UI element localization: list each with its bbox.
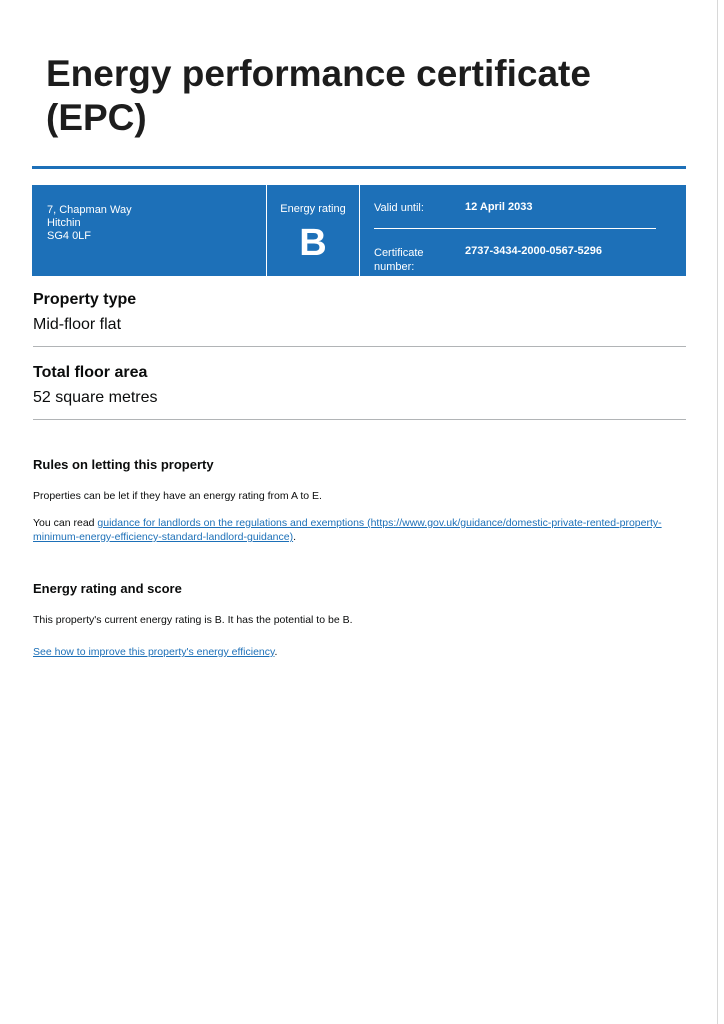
letting-guidance bbox=[33, 516, 673, 544]
rating-score-heading: Energy rating and score bbox=[33, 581, 182, 596]
energy-rating-label: Energy rating bbox=[280, 203, 346, 215]
property-type-heading: Property type bbox=[33, 291, 137, 308]
landlord-guidance-link[interactable]: guidance for landlords on the regulations and exemptions (https://www.gov.uk/guidance/domestic-private-rented-property-minimum-energy-efficiency-standard-landlord-guidance) bbox=[33, 517, 662, 543]
page-title: Energy performance certificate (EPC) bbox=[46, 53, 591, 138]
improve-suffix: . bbox=[274, 646, 278, 658]
summary-panel bbox=[32, 185, 686, 276]
validity-divider bbox=[374, 228, 656, 229]
property-type-value: Mid-floor flat bbox=[33, 316, 122, 333]
section-divider-2 bbox=[33, 419, 686, 420]
guidance-suffix: . bbox=[293, 531, 297, 543]
floor-area-value: 52 square metres bbox=[33, 389, 158, 406]
letting-text: Properties can be let if they have an energy rating from A to E. bbox=[33, 490, 322, 502]
guidance-prefix: You can read bbox=[33, 517, 98, 529]
energy-rating-cell bbox=[266, 185, 359, 276]
certificate-number-value: 2737-3434-2000-0567-5296 bbox=[465, 245, 603, 257]
address-line-1: 7, Chapman Way bbox=[47, 204, 132, 216]
floor-area-heading: Total floor area bbox=[33, 364, 148, 381]
rating-score-text: This property's current energy rating is B. It has the potential to be B. bbox=[33, 614, 353, 626]
valid-until-label: Valid until: bbox=[374, 202, 424, 214]
title-divider bbox=[32, 166, 686, 169]
address-line-3: SG4 0LF bbox=[47, 230, 92, 242]
improve-paragraph bbox=[33, 645, 277, 659]
improve-efficiency-link[interactable]: See how to improve this property's energy efficiency bbox=[33, 646, 275, 658]
valid-until-value: 12 April 2033 bbox=[465, 201, 533, 213]
section-divider-1 bbox=[33, 346, 686, 347]
scan-edge-line bbox=[717, 0, 718, 1024]
certificate-number-label: Certificate number: bbox=[374, 247, 424, 273]
letting-heading: Rules on letting this property bbox=[33, 457, 214, 472]
validity-cell bbox=[359, 185, 687, 276]
energy-rating-letter: B bbox=[299, 222, 327, 264]
address-line-2: Hitchin bbox=[47, 217, 81, 229]
address bbox=[47, 204, 132, 243]
address-cell bbox=[32, 185, 265, 276]
